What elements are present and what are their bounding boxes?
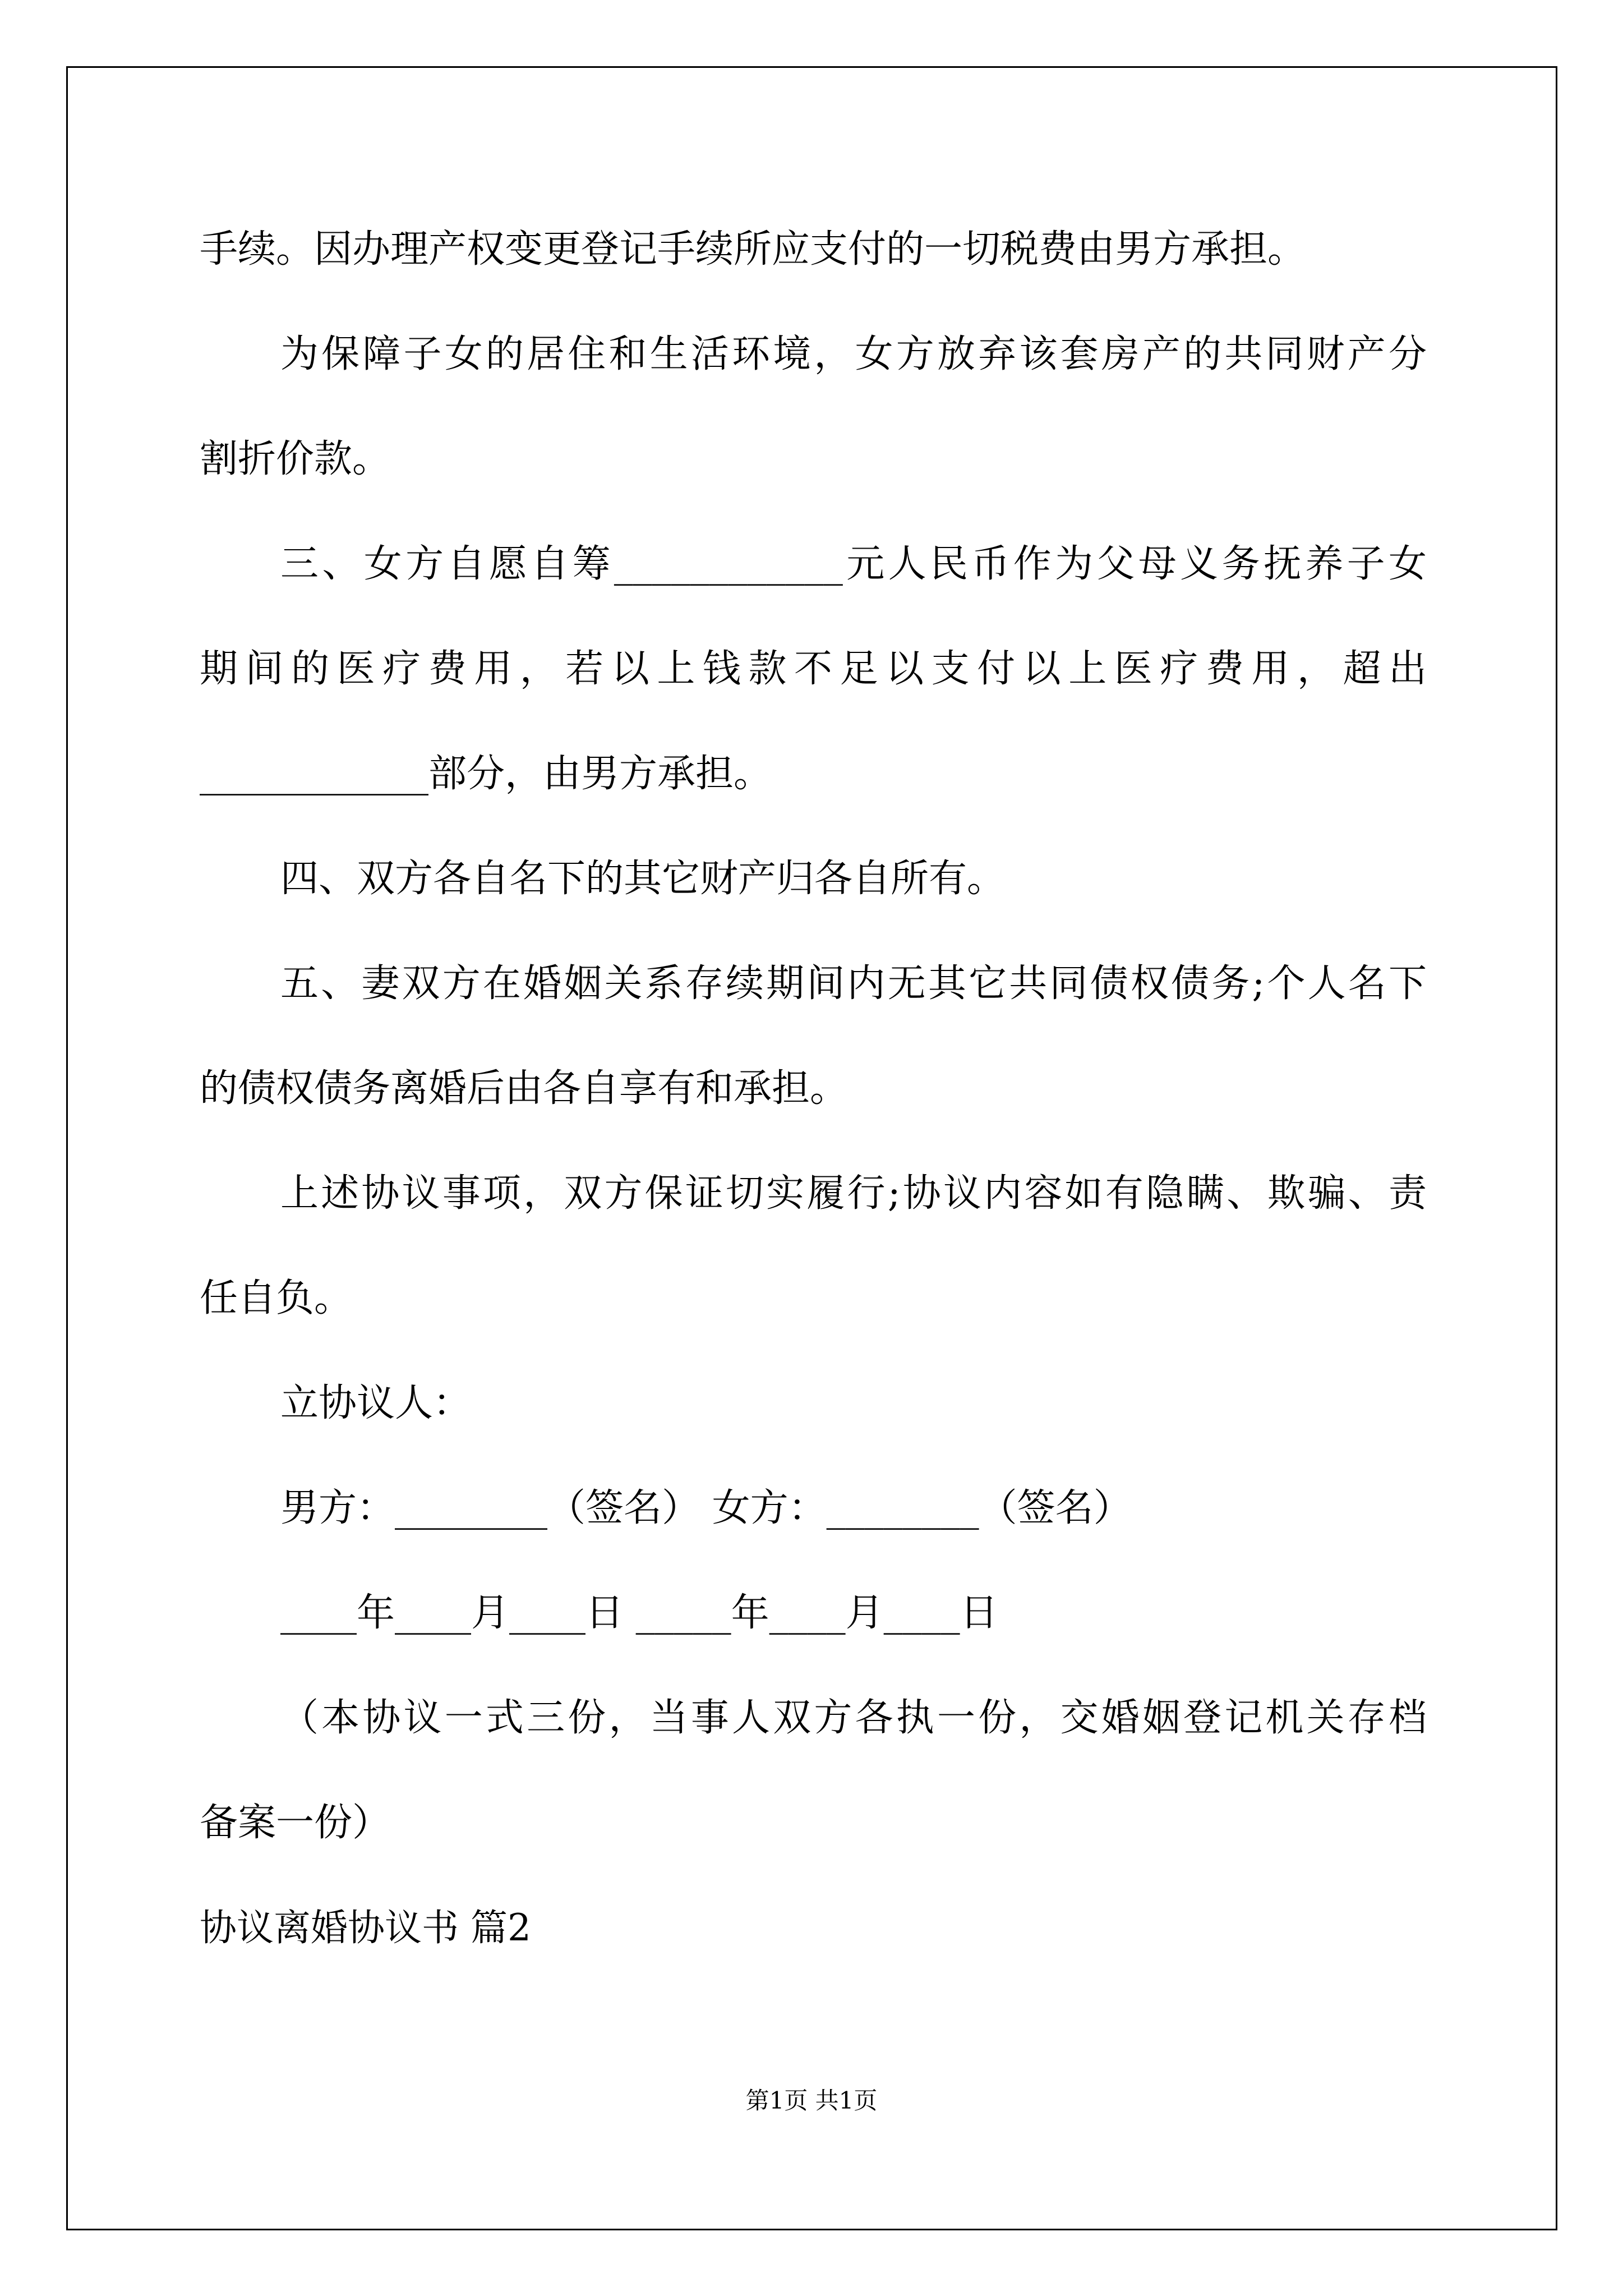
text-line-16: 备案一份） xyxy=(200,1801,391,1845)
text-line-9: 的债权债务离婚后由各自享有和承担。 xyxy=(200,1066,849,1111)
text-line-1: 手续。因办理产权变更登记手续所应支付的一切税费由男方承担。 xyxy=(200,227,1306,272)
text-line-7: 四、双方各自名下的其它财产归各自所有。 xyxy=(280,857,1006,901)
text-line-3: 割折价款。 xyxy=(200,437,391,481)
text-line-14: ____年____月____日 _____年____月____日 xyxy=(280,1591,998,1635)
text-line-4: 三、女方自愿自筹____________元人民币作为父母义务抚养子女 xyxy=(280,542,1427,586)
text-line-5: 期间的医疗费用，若以上钱款不足以支付以上医疗费用，超出 xyxy=(200,647,1427,691)
text-line-11: 任自负。 xyxy=(200,1276,353,1320)
section-heading: 协议离婚协议书 篇2 xyxy=(200,1906,531,1949)
text-line-10: 上述协议事项，双方保证切实履行;协议内容如有隐瞒、欺骗、责 xyxy=(280,1171,1427,1216)
page-footer: 第1页 共1页 xyxy=(745,2087,878,2114)
text-line-13: 男方：________（签名） 女方：________（签名） xyxy=(280,1486,1132,1530)
text-line-15: （本协议一式三份，当事人双方各执一份，交婚姻登记机关存档 xyxy=(280,1696,1427,1740)
text-line-12: 立协议人： xyxy=(280,1381,472,1425)
text-line-8: 五、妻双方在婚姻关系存续期间内无其它共同债权债务;个人名下 xyxy=(280,961,1427,1006)
text-line-6: ____________部分，由男方承担。 xyxy=(200,752,772,796)
text-line-2: 为保障子女的居住和生活环境，女方放弃该套房产的共同财产分 xyxy=(280,332,1427,376)
